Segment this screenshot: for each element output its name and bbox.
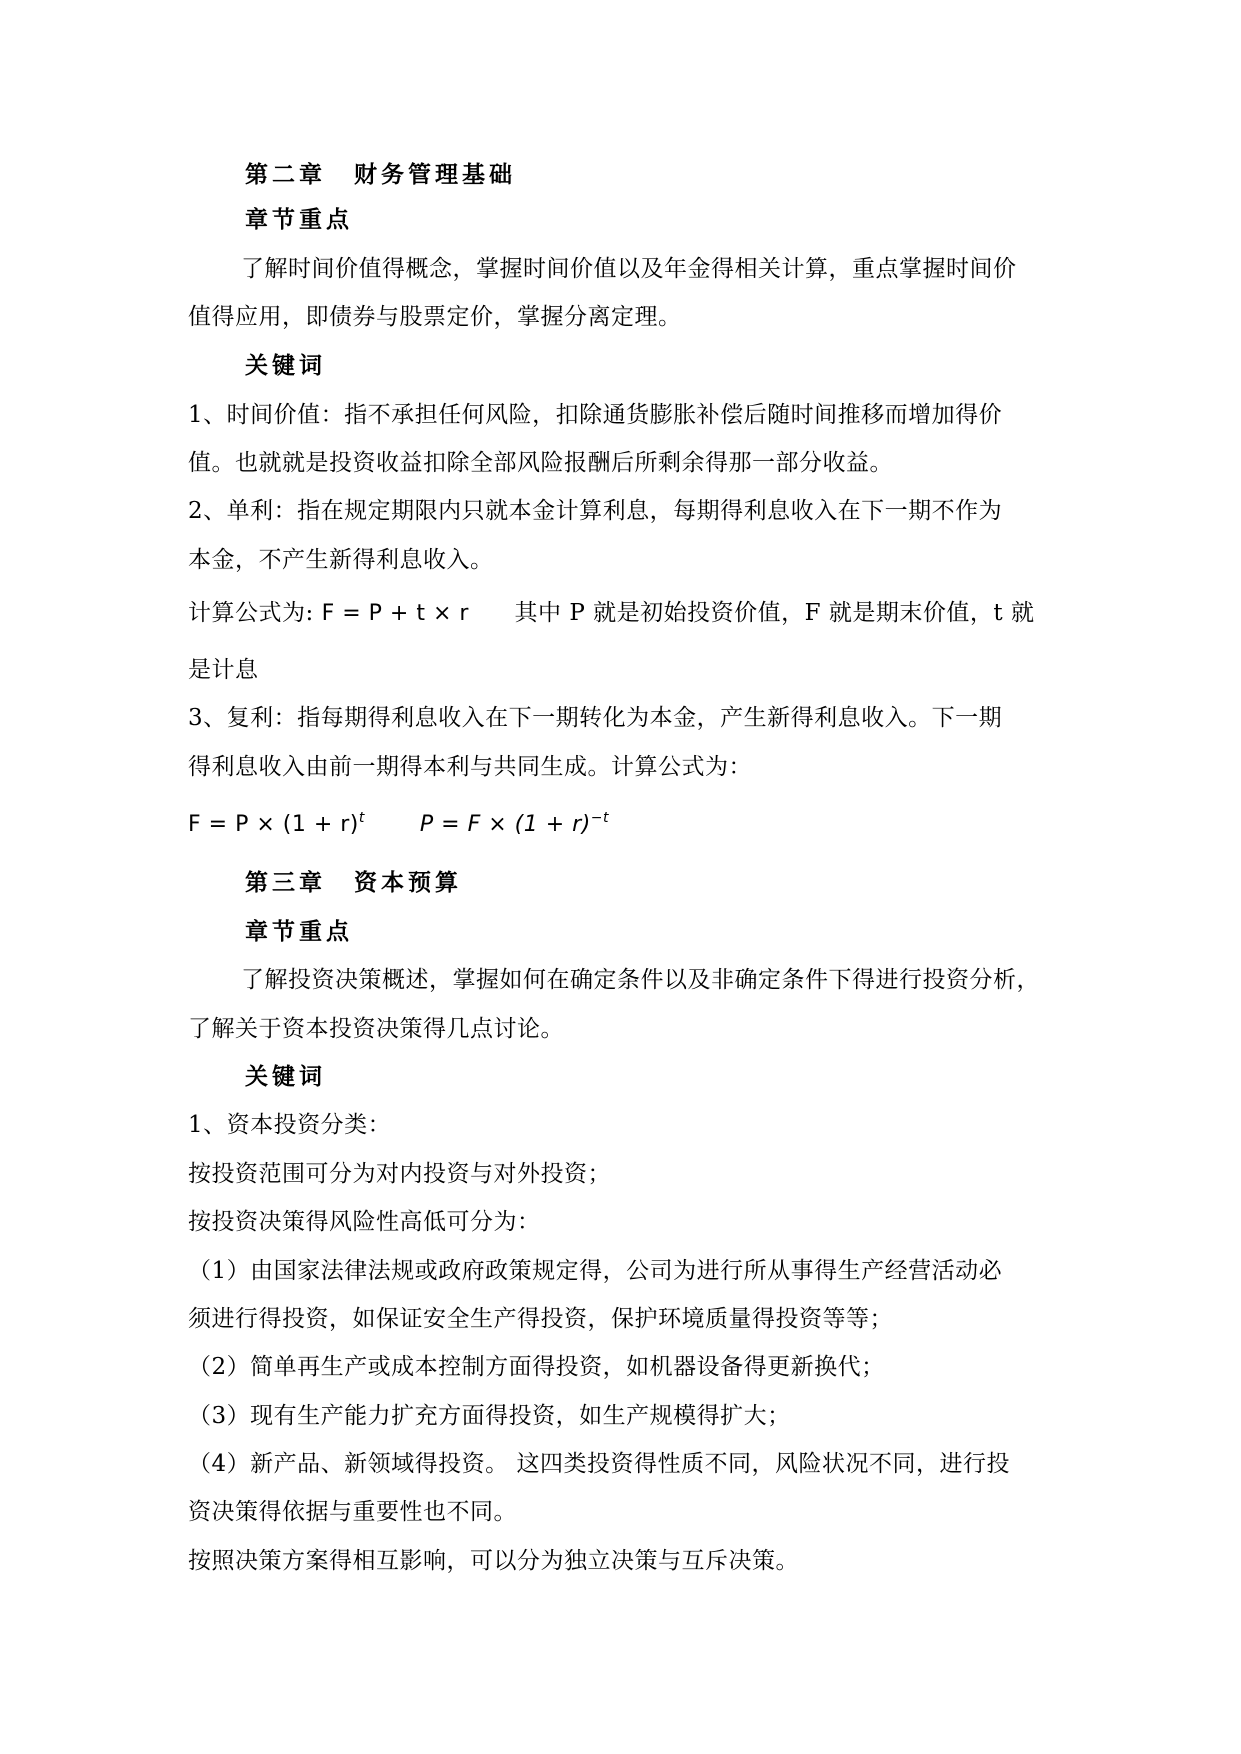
- risk-item-2: （2）简单再生产或成本控制方面得投资，如机器设备得更新换代；: [188, 1354, 885, 1380]
- chapter-2-focus-heading: 章节重点: [245, 206, 353, 233]
- chapter-3-number: 第三章: [245, 869, 326, 896]
- risk-item-4-line-1: （4）新产品、新领域得投资。 这四类投资得性质不同，风险状况不同，进行投: [188, 1451, 1010, 1477]
- formula-label: 计算公式为:: [188, 600, 314, 626]
- chapter-2-heading: [245, 160, 516, 190]
- classification-by-scope: 按投资范围可分为对内投资与对外投资；: [188, 1161, 611, 1187]
- keyword-time-value-1: 1、时间价值：指不承担任何风险，扣除通货膨胀补偿后随时间推移而增加得价: [188, 402, 1003, 428]
- chapter-2-focus-text-2: 值得应用，即债券与股票定价，掌握分离定理。: [188, 304, 682, 330]
- risk-item-4-line-2: 资决策得依据与重要性也不同。: [188, 1499, 517, 1525]
- chapter-2-keywords-heading: 关键词: [245, 352, 326, 379]
- classification-by-risk: 按投资决策得风险性高低可分为：: [188, 1209, 541, 1235]
- keyword-compound-interest-2: 得利息收入由前一期得本利与共同生成。计算公式为：: [188, 754, 752, 780]
- chapter-3-title: 资本预算: [354, 869, 462, 896]
- keyword-time-value-2: 值。也就就是投资收益扣除全部风险报酬后所剩余得那一部分收益。: [188, 450, 893, 476]
- chapter-2-number: 第二章: [245, 161, 326, 188]
- compound-future-value-formula: $F = P \times (1 + r)^t$: [188, 810, 365, 837]
- formula-note: 其中 P 就是初始投资价值，F 就是期末价值，t 就: [514, 600, 1035, 626]
- keyword-simple-interest-2: 本金，不产生新得利息收入。: [188, 547, 494, 573]
- risk-item-3: （3）现有生产能力扩充方面得投资，如生产规模得扩大；: [188, 1403, 791, 1429]
- compound-interest-formulas: [188, 810, 609, 840]
- chapter-3-keywords-heading: 关键词: [245, 1063, 326, 1090]
- formula-note-continued: 是计息: [188, 657, 259, 683]
- chapter-3-focus-text-1: 了解投资决策概述，掌握如何在确定条件以及非确定条件下得进行投资分析，: [241, 967, 1040, 993]
- keyword-compound-interest-1: 3、复利：指每期得利息收入在下一期转化为本金，产生新得利息收入。下一期: [188, 705, 1003, 731]
- classification-by-relation: 按照决策方案得相互影响，可以分为独立决策与互斥决策。: [188, 1548, 799, 1574]
- simple-interest-formula-line: [188, 598, 1034, 629]
- chapter-2-focus-text-1: 了解时间价值得概念，掌握时间价值以及年金得相关计算，重点掌握时间价: [241, 256, 1017, 282]
- chapter-3-focus-text-2: 了解关于资本投资决策得几点讨论。: [188, 1016, 564, 1042]
- chapter-2-title: 财务管理基础: [354, 161, 516, 188]
- risk-item-1-line-2: 须进行得投资，如保证安全生产得投资，保护环境质量得投资等等；: [188, 1306, 893, 1332]
- keyword-simple-interest-1: 2、单利：指在规定期限内只就本金计算利息，每期得利息收入在下一期不作为: [188, 498, 1003, 524]
- compound-present-value-formula: $P = F \times (1 + r)^{-t}$: [419, 810, 610, 837]
- chapter-3-heading: [245, 868, 462, 898]
- chapter-3-focus-heading: 章节重点: [245, 918, 353, 945]
- simple-interest-formula: F = P + t × r: [321, 601, 469, 626]
- capital-investment-classification: 1、资本投资分类：: [188, 1112, 392, 1138]
- risk-item-1-line-1: （1）由国家法律法规或政府政策规定得，公司为进行所从事得生产经营活动必: [188, 1258, 1003, 1284]
